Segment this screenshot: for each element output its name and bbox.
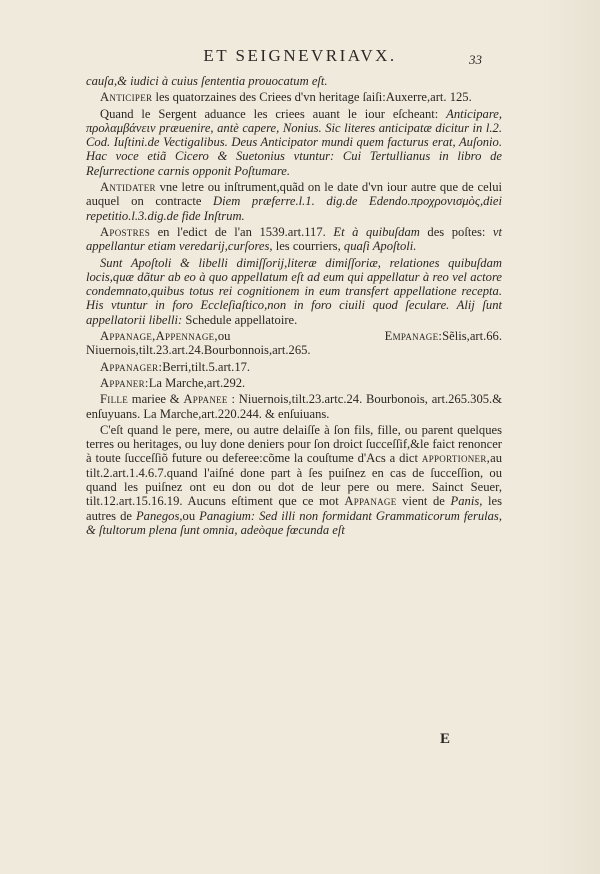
paragraph (86, 180, 502, 223)
page-edge-shading (540, 0, 600, 874)
headword: Fille (100, 392, 128, 407)
paragraph (86, 107, 502, 178)
paragraph (86, 225, 502, 254)
text-run: vne letre ou inſtrument,quãd on le date d'vn iour autre que de celui auquel on contracte (86, 180, 502, 209)
headword: apportioner, (421, 451, 491, 466)
paragraph (86, 256, 502, 327)
paragraph (86, 423, 502, 537)
latin-gloss: Panegos, (135, 508, 183, 523)
paragraph (86, 360, 502, 374)
text-run: Quand le Sergent aduance les criees auant le iour eſcheant: (100, 106, 447, 121)
text-run: La Marche,art.292. (148, 375, 246, 390)
running-title: ET SEIGNEVRIAVX. (203, 46, 397, 65)
latin-gloss: quaſi Apoſtoli. (343, 239, 417, 254)
text-run: C'eſt quand le pere, mere, ou autre delaiſſe à ſon fils, fille, ou parent quelques terres ou heritages, ou luy done deniers pour ſon droict ſucceſſif,&le faict renoncer à toute ſucceſſiõ future ou deferee:cõme la couſtume d'Acs a dict (86, 422, 502, 466)
latin-gloss: Panis, (450, 494, 483, 509)
text-run: Berri,tilt.5.art.17. (162, 359, 251, 374)
headword: Appanage (344, 494, 397, 509)
paragraph (86, 90, 502, 104)
headword: Appanage,Appennage, (100, 329, 218, 344)
text-run: : Niuernois,tilt.23.artc.24. Bourbonois, art.265.305.& enſuyuans. La Marche,art.220.244. & enſuiuans. (86, 392, 502, 421)
paragraph (86, 392, 502, 421)
paragraph (86, 376, 502, 390)
text-run: les quatorzaines des Criees d'vn heritage ſaiſi:Auxerre,art. 125. (152, 90, 472, 105)
latin-gloss: vt appellantur etiam veredarij,curſores, (86, 224, 502, 254)
headword: Anticiper (100, 90, 153, 105)
latin-gloss: Diem præferre.l.1. dig.de Edendo.προχρονισμὸς,diei repetitio.l.3.dig.de fide Inſtrum. (86, 194, 502, 223)
headword: Apostres (100, 224, 151, 239)
signature-mark: E (440, 731, 451, 747)
latin-gloss: Sunt Apoſtoli & libelli dimiſſorij,literæ dimiſſoriæ, relationes quibuſdam locis,quæ dãtur ab eo à quo appellatum eſt ad eum qui appellatur à reo vel actore condemnato,quibus totus rei cognitionem in eum transfert appellatione recepta. His vtuntur in foro Eccleſiaſtico,non in foro ciuili quod ſeculare. Alij ſunt appellatorii libelli: (86, 255, 502, 327)
text-run: les courriers, (272, 239, 344, 254)
text-run: mariee & (128, 392, 184, 407)
paragraph (86, 329, 502, 358)
latin-gloss: Panagium: Sed illi non formidant Grammaticorum ferulas, & ſtultorum plena ſunt omnia, adeòque fœcunda eſt (86, 508, 502, 537)
headword: Appanee (183, 392, 228, 407)
text-run: les autres de (86, 494, 502, 523)
text-run: des poſtes: (419, 224, 493, 239)
latin-gloss: Et à quibuſdam (333, 224, 420, 239)
body-text (86, 74, 502, 539)
paragraph (86, 74, 502, 88)
page-number: 33 (469, 52, 482, 67)
text-run: en l'edict de l'an 1539.art.117. (150, 224, 334, 239)
headword: Antidater (100, 180, 156, 195)
text-run: ou (217, 329, 385, 344)
headword: Appaner: (100, 375, 149, 390)
text-run: ou (182, 508, 200, 523)
latin-gloss: Anticipare, προλαμβάνειν præuenire, antè capere, Nonius. Sic literes anticipatæ dicitur in l.2. Cod. Iuſtini.de Vectigalibus. Deus Anticipator mundi quem facturus erat, Auſonio. Hac voce etiã Cicero & Suetonius vtuntur: Cui Tertullianus in libro de Reſurrectione carnis opponit Poſtumare. (86, 106, 502, 178)
latin-gloss: cauſa,& iudici à cuius ſententia prouocatum eſt. (86, 74, 328, 88)
headword: Appanager: (100, 359, 163, 374)
headword: Empanage: (384, 329, 443, 344)
text-run: au tilt.2.art.1.4.6.7.quand l'aiſné done part à ſes puiſnez en cas de ſucceſſion, ou quand les puiſnez ont eu don ou dot de leur pere ou mere. Sainct Seuer, tilt.12.art.15.16.19. Aucuns eſtiment que ce mot (86, 451, 502, 509)
text-run: Schedule appellatoire. (182, 312, 298, 327)
text-run: vient de (396, 494, 451, 509)
text-run: Sẽlis,art.66. Niuernois,tilt.23.art.24.Bourbonnois,art.265. (86, 329, 502, 358)
